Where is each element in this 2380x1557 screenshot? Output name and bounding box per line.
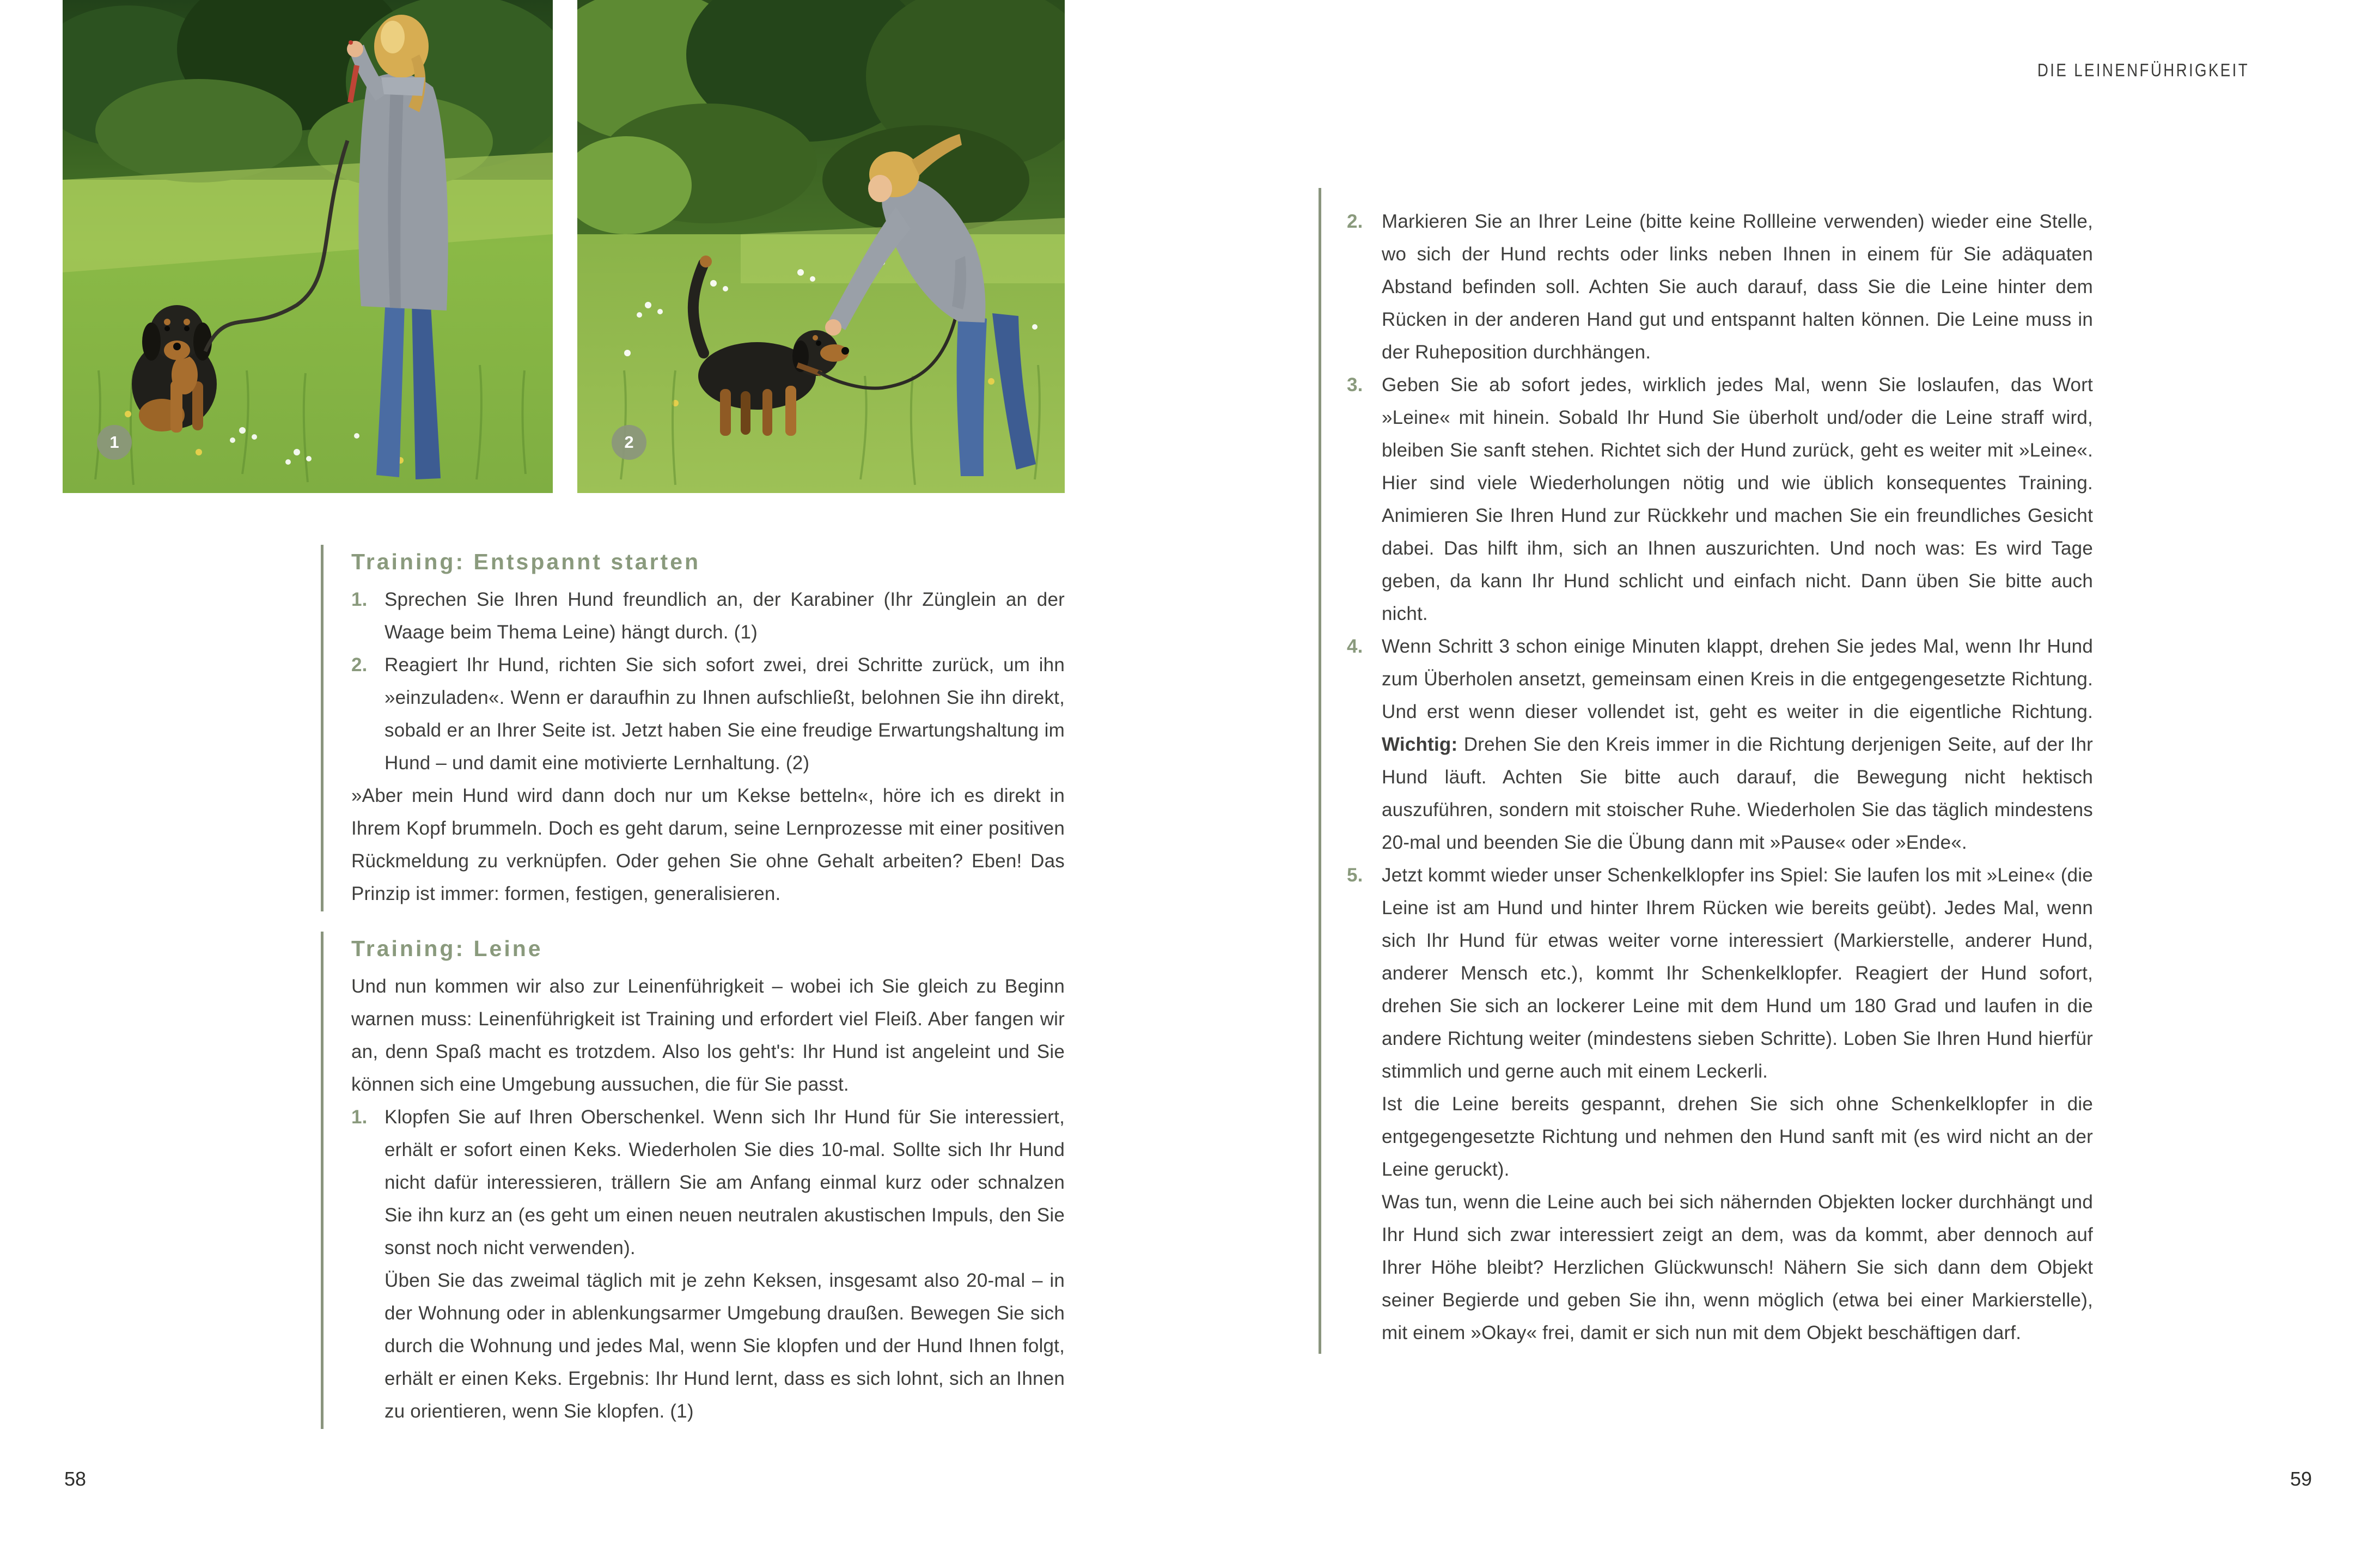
list-item bbox=[1347, 369, 2093, 630]
list-item-paragraph: Klopfen Sie auf Ihren Oberschenkel. Wenn sich Ihr Hund für Sie interessiert, erhält er sofort einen Keks. Wiederholen Sie dies 10-mal. Sollte sich Ihr Hund nicht dafür interessieren, trällern Sie am Anfang einmal kurz oder schnalzen Sie ihn kurz an (es geht um einen neuen neutralen akustischen Impuls, den Sie sonst noch nicht verwenden). bbox=[385, 1106, 1065, 1259]
paragraph: »Aber mein Hund wird dann doch nur um Kekse betteln«, höre ich es direkt in Ihrem Kopf brummeln. Doch es geht darum, seine Lernprozesse mit einer positiven Rückmeldung zu verknüpfen. Oder gehen Sie ohne Gehalt arbeiten? Eben! Das Prinzip ist immer: formen, festigen, generalisieren. bbox=[351, 785, 1065, 905]
list-item-text: Geben Sie ab sofort jedes, wirklich jedes Mal, wenn Sie loslaufen, das Wort »Leine« mit hinein. Sobald Ihr Hund Sie überholt und/oder die Leine straff wird, bleiben Sie sanft stehen. Richtet sich der Hund zurück, geht es weiter mit »Leine«. Hier sind viele Wiederholungen nötig und wie üblich konsequentes Training. Animieren Sie Ihren Hund zur Rückkehr und machen Sie ein freundliches Gesicht dabei. Das hilft ihm, sich an Ihnen auszurichten. Und noch was: Es wird Tage geben, da kann Ihr Hund schlicht und einfach nicht. Dann üben Sie bitte auch nicht. bbox=[1382, 374, 2093, 624]
photo-number-badge bbox=[97, 425, 132, 460]
list-item bbox=[351, 583, 1065, 649]
badge-2-label: 2 bbox=[624, 433, 634, 452]
list-item-text bbox=[1382, 630, 2093, 859]
list-item-paragraph: Was tun, wenn die Leine auch bei sich nähernden Objekten locker durchhängt und Ihr Hund sich zwar interessiert zeigt an dem, was da kommt, aber dennoch auf Ihrer Höhe bleibt? Herzlichen Glückwunsch! Nähern Sie sich dann dem Objekt seiner Begierde und geben Sie ihn, wenn möglich (etwa bei einer Markierstelle), mit einem »Okay« frei, damit er sich nun mit dem Objekt beschäftigen darf. bbox=[1382, 1191, 2093, 1343]
section-body bbox=[351, 583, 1065, 910]
text-segment: Drehen Sie den Kreis immer in die Richtung derjenigen Seite, auf der Ihr Hund läuft. Achten Sie bitte auch darauf, die Bewegung nicht hektisch auszuführen, sondern mit stoischer Ruhe. Wiederholen Sie das täglich mindestens 20-mal und beenden Sie die Übung dann mit »Pause« oder »Ende«. bbox=[1382, 734, 2093, 853]
list-number: 2. bbox=[1347, 211, 1363, 232]
list-number: 1. bbox=[351, 1106, 368, 1128]
list-number: 5. bbox=[1347, 865, 1363, 886]
list-item-text: Markieren Sie an Ihrer Leine (bitte keine Rollleine verwenden) wieder eine Stelle, wo sich der Hund rechts oder links neben Ihnen in einem für Sie adäquaten Abstand befinden soll. Achten Sie auch darauf, dass Sie die Leine hinter dem Rücken in der anderen Hand gut und entspannt halten können. Die Leine muss in der Ruheposition durchhängen. bbox=[1382, 211, 2093, 363]
page-number-left: 58 bbox=[64, 1468, 87, 1490]
list-item bbox=[1347, 859, 2093, 1349]
list-number: 1. bbox=[351, 589, 368, 611]
list-item bbox=[351, 649, 1065, 780]
meadow-scene-2 bbox=[577, 0, 1065, 493]
list-item-paragraph: Ist die Leine bereits gespannt, drehen Sie sich ohne Schenkelklopfer in die entgegengesetzte Richtung und nehmen den Hund sanft mit (es wird nicht an der Leine geruckt). bbox=[1382, 1093, 2093, 1180]
meadow-scene-1 bbox=[63, 0, 553, 493]
list-number: 3. bbox=[1347, 374, 1363, 396]
right-page-step-list bbox=[1319, 188, 2093, 1354]
list-item bbox=[1347, 205, 2093, 369]
list-number: 2. bbox=[351, 654, 368, 676]
list-item bbox=[1347, 630, 2093, 859]
list-item-text: Sprechen Sie Ihren Hund freundlich an, der Karabiner (Ihr Zünglein an der Waage beim Thema Leine) hängt durch. (1) bbox=[385, 589, 1065, 643]
photo-dog-training-step2 bbox=[577, 0, 1065, 493]
section-training-entspannt-starten bbox=[321, 545, 1065, 911]
section-heading: Training: Leine bbox=[351, 936, 543, 961]
section-heading: Training: Entspannt starten bbox=[351, 549, 701, 574]
list-item bbox=[351, 1101, 1065, 1428]
list-item-paragraph: Üben Sie das zweimal täglich mit je zehn Keksen, insgesamt also 20-mal – in der Wohnung oder in ablenkungsarmer Umgebung draußen. Bewegen Sie sich durch die Wohnung und jedes Mal, wenn Sie klopfen und der Hund Ihnen folgt, erhält er einen Keks. Ergebnis: Ihr Hund lernt, dass es sich lohnt, sich an Ihnen zu orientieren, wenn Sie klopfen. (1) bbox=[385, 1270, 1065, 1422]
list-item-text: Reagiert Ihr Hund, richten Sie sich sofort zwei, drei Schritte zurück, um ihn »einzuladen«. Wenn er daraufhin zu Ihnen aufschließt, belohnen Sie ihn direkt, sobald er an Ihrer Seite ist. Jetzt haben Sie eine freudige Erwartungshaltung im Hund – und damit eine motivierte Lernhaltung. (2) bbox=[385, 654, 1065, 774]
intro-paragraph: Und nun kommen wir also zur Leinenführigkeit – wobei ich Sie gleich zu Beginn warnen muss: Leinenführigkeit ist Training und erfordert viel Fleiß. Aber fangen wir an, denn Spaß macht es trotzdem. Also los geht's: Ihr Hund ist angeleint und Sie können sich eine Umgebung aussuchen, die für Sie passt. bbox=[351, 976, 1065, 1096]
photo-dog-training-step1 bbox=[63, 0, 553, 493]
running-head: DIE LEINENFÜHRIGKEIT bbox=[2037, 60, 2249, 80]
list-item-text bbox=[385, 1101, 1065, 1428]
list-number: 4. bbox=[1347, 636, 1363, 657]
list-item-text bbox=[1382, 859, 2093, 1349]
list-item-paragraph: Jetzt kommt wieder unser Schenkelklopfer ins Spiel: Sie laufen los mit »Leine« (die Leine ist am Hund und hinter Ihrem Rücken wie bereits geübt). Jedes Mal, wenn sich Ihr Hund für etwas weiter vorne interessiert (Markierstelle, anderer Hund, anderer Mensch etc.), kommt Ihr Schenkelklopfer. Reagiert der Hund sofort, drehen Sie sich an lockerer Leine mit dem Hund um 180 Grad und laufen in die andere Richtung weiter (mindestens sieben Schritte). Loben Sie Ihren Hund hierfür stimmlich und gerne auch mit einem Leckerli. bbox=[1382, 865, 2093, 1082]
badge-1-label: 1 bbox=[109, 433, 119, 452]
section-body bbox=[351, 970, 1065, 1428]
page-number-right: 59 bbox=[2290, 1468, 2312, 1490]
bold-word: Wichtig: bbox=[1382, 734, 1458, 755]
photo-number-badge bbox=[612, 425, 646, 460]
text-segment: Wenn Schritt 3 schon einige Minuten klappt, drehen Sie jedes Mal, wenn Ihr Hund zum Überholen ansetzt, gemeinsam einen Kreis in die entgegengesetzte Richtung. Und erst wenn dieser vollendet ist, geht es weiter in die eigentliche Richtung. bbox=[1382, 636, 2093, 722]
section-training-leine bbox=[321, 932, 1065, 1429]
